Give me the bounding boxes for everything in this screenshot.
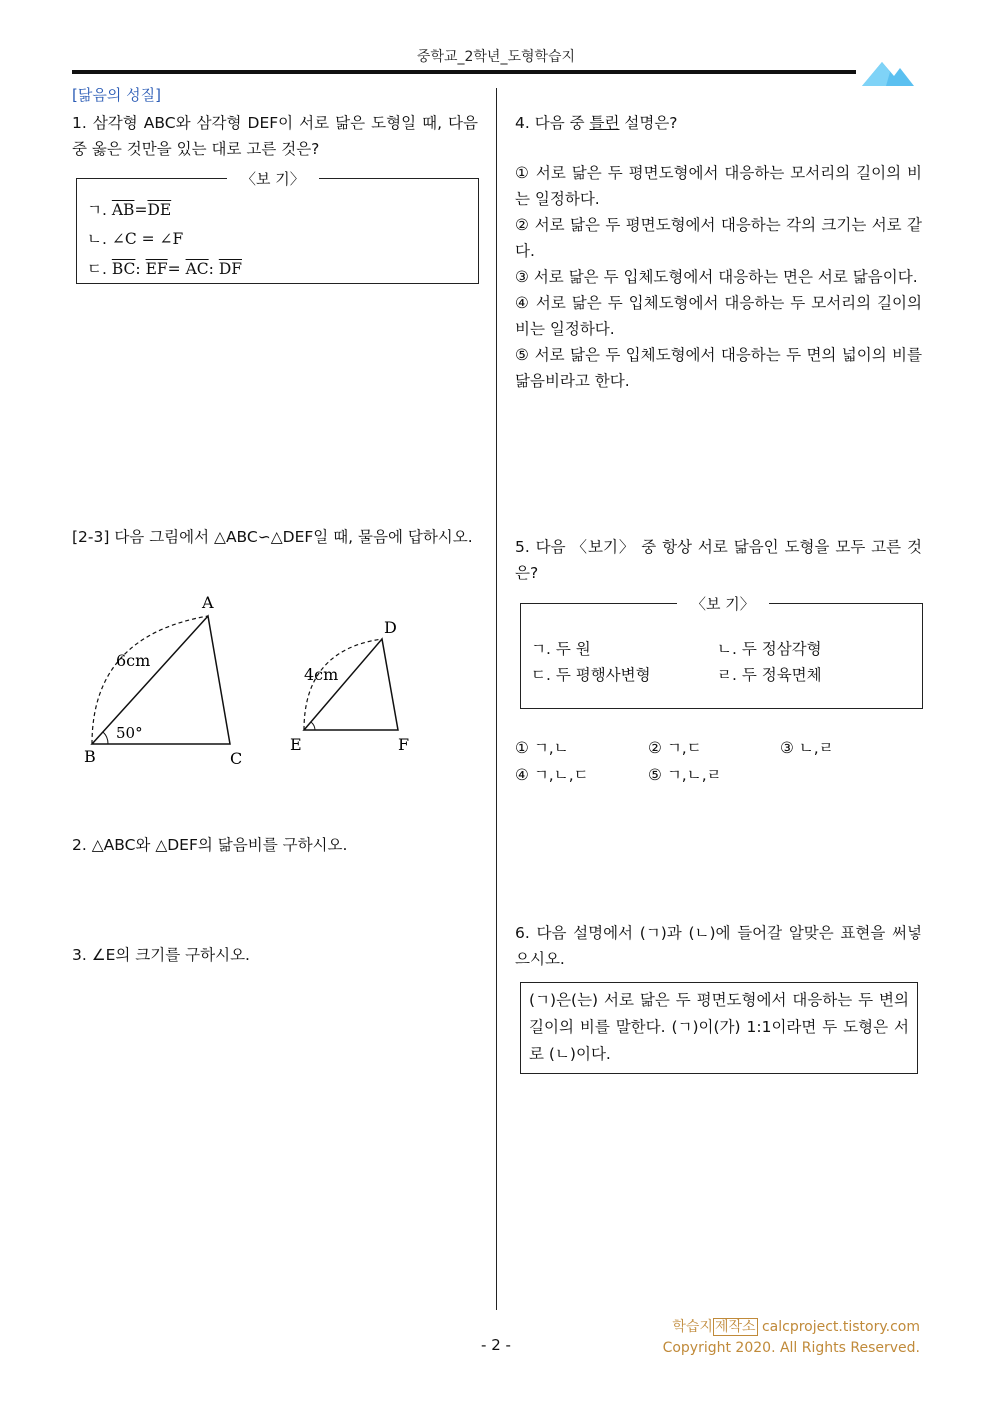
triangle-def — [304, 639, 398, 730]
q5-choice-5: ⑤ ㄱ,ㄴ,ㄹ — [648, 766, 722, 784]
label-f: F — [398, 735, 410, 754]
question-2-text: 2. △ABC와 △DEF의 닮음비를 구하시오. — [72, 836, 348, 854]
footer-copyright: Copyright 2020. All Rights Reserved. — [662, 1340, 920, 1356]
brand-box: 제작소 — [714, 1319, 756, 1335]
angle-b-label: 50° — [116, 724, 143, 742]
bogi-item-a: ㄱ. $\overline{AB}=\overline{DE}$ — [87, 201, 172, 219]
triangle-abc — [92, 616, 230, 744]
q6-box-text: (ㄱ)은(는) 서로 닮은 두 평면도형에서 대응하는 두 변의 길이의 비를 말한다. (ㄱ)이(가) 1:1이라면 두 도형은 서로 (ㄴ)이다. — [529, 991, 909, 1063]
q4-option-3: ③ 서로 닮은 두 입체도형에서 대응하는 면은 서로 닮음이다. — [515, 268, 918, 286]
section-title: [닮음의 성질] — [72, 86, 161, 104]
q5-choice-2: ② ㄱ,ㄷ — [648, 739, 702, 757]
bogi-title: 〈보 기〉 — [227, 168, 319, 189]
q4-option-5: ⑤ 서로 닮은 두 입체도형에서 대응하는 두 면의 넓이의 비를 닮음비라고 한다. — [515, 346, 922, 390]
footer-brand: 학습지 제작소 calcproject.tistory.com — [672, 1319, 920, 1335]
bogi-item-c: ㄷ. $\overline{BC}$: $\overline{EF}= \overline{AC}$: $\overline{DF}$ — [87, 260, 242, 278]
q5-choice-3: ③ ㄴ,ㄹ — [780, 739, 834, 757]
q4-option-4: ④ 서로 닮은 두 입체도형에서 대응하는 두 모서리의 길이의 비는 일정하다. — [515, 294, 922, 338]
question-5-text: 5. 다음 〈보기〉 중 항상 서로 닮음인 도형을 모두 고른 것은? — [515, 538, 922, 582]
question-3-text: 3. ∠E의 크기를 구하시오. — [72, 946, 250, 964]
length-ab: 6cm — [116, 651, 151, 670]
label-d: D — [384, 618, 397, 637]
q5-bogi-item-3: ㄷ. 두 평행사변형 — [531, 666, 651, 684]
mountain-logo-icon — [860, 56, 916, 88]
question-2-3-text: [2-3] 다음 그림에서 △ABC∽△DEF일 때, 물음에 답하시오. — [72, 528, 473, 546]
q5-choice-1: ① ㄱ,ㄴ — [515, 739, 569, 757]
page-number: - 2 - — [481, 1336, 511, 1354]
worksheet-header-title: 중학교_2학년_도형학습지 — [416, 49, 576, 65]
column-divider — [496, 88, 497, 1310]
q4-option-1: ① 서로 닮은 두 평면도형에서 대응하는 모서리의 길이의 비는 일정하다. — [515, 164, 922, 208]
question-1-bogi-box — [76, 170, 479, 284]
question-5-bogi-box — [520, 595, 923, 709]
question-1-text: 1. 삼각형 ABC와 삼각형 DEF이 서로 닮은 도형일 때, 다음 중 옳은 것만을 있는 대로 고른 것은? — [72, 114, 478, 158]
q5-choice-4: ④ ㄱ,ㄴ,ㄷ — [515, 766, 589, 784]
question-4-text: 4. 다음 중 틀린 설명은? — [515, 114, 678, 132]
angle-e-arc — [311, 722, 315, 730]
q5-bogi-item-2: ㄴ. 두 정삼각형 — [717, 640, 822, 658]
q5-bogi-item-1: ㄱ. 두 원 — [531, 640, 591, 658]
length-de: 4cm — [304, 665, 339, 684]
question-6-box — [520, 982, 918, 1074]
q4-option-2: ② 서로 닮은 두 평면도형에서 대응하는 각의 크기는 서로 같다. — [515, 216, 922, 260]
angle-b-arc — [103, 732, 108, 744]
question-4-options — [515, 160, 922, 394]
label-b: B — [84, 747, 96, 766]
label-c: C — [230, 749, 243, 768]
similar-triangles-figure — [72, 586, 432, 776]
bogi-title: 〈보 기〉 — [677, 593, 769, 614]
question-6-text: 6. 다음 설명에서 (ㄱ)과 (ㄴ)에 들어갈 알맞은 표현을 써넣으시오. — [515, 924, 922, 968]
bogi-item-b: ㄴ. ∠C = ∠F — [87, 230, 184, 248]
header-rule — [72, 70, 856, 74]
label-a: A — [202, 593, 214, 612]
label-e: E — [290, 735, 302, 754]
q5-bogi-item-4: ㄹ. 두 정육면체 — [717, 666, 822, 684]
underlined-word: 틀린 — [589, 114, 620, 132]
